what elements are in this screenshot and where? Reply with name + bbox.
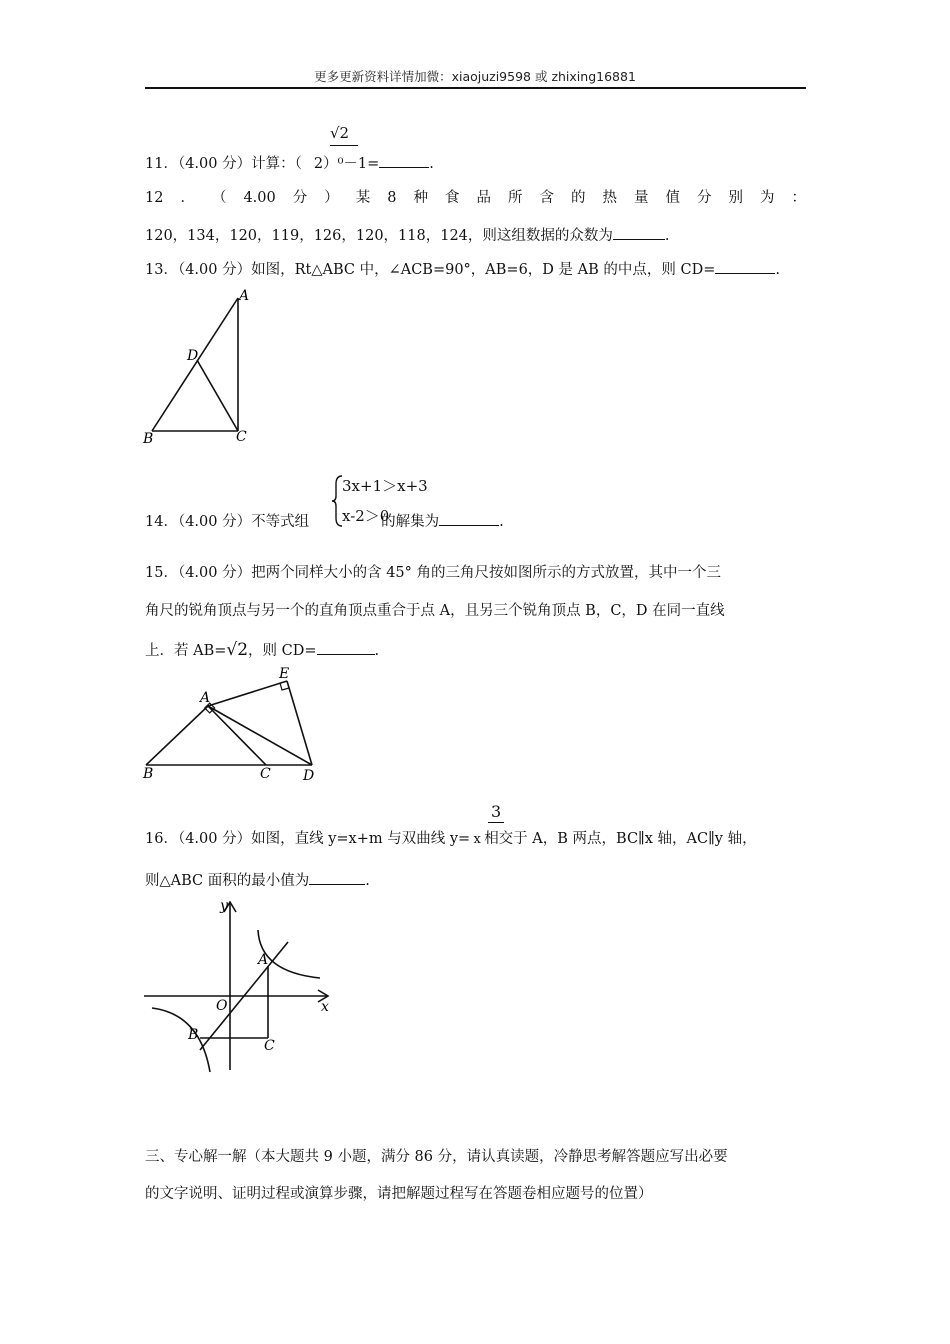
q15-label-a: A [200, 690, 211, 706]
q16-frac-denominator: x [473, 832, 481, 847]
q12-token: ） [324, 190, 339, 206]
q12-token: 种 [413, 190, 428, 206]
q15-line3-prefix: 上．若 AB= [145, 643, 227, 659]
q14-suffix: 的解集为 [381, 514, 440, 530]
q12-token: ： [791, 190, 806, 206]
q16-label-c: C [264, 1038, 275, 1054]
q13-text: 13．（4.00 分）如图，Rt△ABC 中，∠ACB=90°，AB=6，D 是 AB 的中点，则 CD= [145, 262, 716, 278]
q16-hyperbola-branch-2 [152, 1008, 210, 1072]
q16-label-o: O [216, 998, 228, 1014]
q15-figure [140, 662, 325, 784]
question-12-line1 [145, 188, 806, 208]
q11-period: . [429, 156, 434, 172]
q14-answer-blank[interactable] [439, 511, 499, 526]
q12-token: 热 [602, 190, 617, 206]
q15-side-ab [146, 706, 208, 765]
q16-frac-numerator: 3 [491, 802, 502, 821]
q15-label-b: B [143, 766, 154, 782]
q13-answer-blank[interactable] [715, 259, 775, 274]
q12-token: 量 [633, 190, 649, 206]
q11-prefix: 11．（4.00 分）计算：（ [145, 156, 302, 172]
q15-sqrt: √2 [226, 640, 249, 660]
q12-token: 含 [539, 190, 554, 206]
q12-token: 值 [665, 190, 680, 206]
question-12-line2 [145, 225, 670, 246]
q12-period: . [664, 228, 670, 244]
q13-figure [140, 284, 260, 449]
section-3-line2: 的文字说明、证明过程或演算步骤，请把解题过程写在答题卷相应题号的位置） [145, 1186, 653, 1202]
q12-token: （ [211, 190, 227, 206]
question-11 [145, 153, 434, 174]
q15-side-ac [208, 706, 266, 765]
question-16-line1 [145, 829, 757, 850]
q13-side-ab [152, 298, 238, 431]
question-15-line3 [145, 640, 379, 661]
q16-figure [140, 894, 340, 1074]
q14-inequality-1: 3x+1＞x+3 [342, 477, 428, 495]
q15-line3-mid: ，则 CD= [248, 643, 317, 659]
q16-period: . [365, 873, 370, 889]
q16-label-b: B [188, 1027, 199, 1043]
q13-label-a: A [239, 288, 250, 304]
q12-token: 某 [355, 190, 371, 206]
question-15-line2: 角尺的锐角顶点与另一个的直角顶点重合于点 A，且另三个锐角顶点 B，C，D 在同一直线 [145, 603, 725, 619]
question-13 [145, 259, 780, 280]
q16-line1-prefix: 16．（4.00 分）如图，直线 y=x+m 与双曲线 y= [145, 831, 471, 847]
q15-side-ae [208, 681, 287, 706]
q12-token: 分 [696, 190, 712, 206]
q12-token: 别 [728, 190, 743, 206]
q13-label-d: D [187, 348, 199, 364]
q15-period: . [374, 643, 380, 659]
q12-line2-text: 120，134，120，119，126，120，118，124，则这组数据的众数为 [145, 228, 613, 244]
q12-token: 的 [570, 190, 586, 206]
q16-line2-text: 则△ABC 面积的最小值为 [145, 873, 310, 889]
q12-token: 所 [507, 190, 523, 206]
q13-label-c: C [236, 429, 247, 445]
q15-label-c: C [260, 766, 271, 782]
q13-label-b: B [143, 431, 154, 447]
question-15-line1: 15．（4.00 分）把两个同样大小的含 45° 角的三角尺按如图所示的方式放置，其中一个三 [145, 565, 722, 581]
q11-suffix: ）⁰－1= [323, 156, 380, 172]
q14-period: . [499, 514, 504, 530]
q15-label-e: E [279, 666, 290, 682]
q15-answer-blank[interactable] [317, 640, 375, 655]
q12-token: 12 [145, 190, 164, 206]
q12-token: 食 [444, 190, 460, 206]
q16-label-y: y [220, 898, 228, 914]
q15-label-d: D [303, 768, 315, 784]
page-header: 更多更新资料详情加微：xiaojuzi9598 或 zhixing16881 [314, 69, 636, 84]
q16-answer-blank[interactable] [309, 870, 365, 885]
q12-token: 分 [292, 190, 308, 206]
q13-period: . [775, 262, 780, 278]
question-16-line2 [145, 870, 370, 891]
q14-prefix: 14．（4.00 分）不等式组 [145, 514, 310, 530]
q12-token: 品 [476, 190, 491, 206]
q12-token: 8 [387, 190, 397, 206]
q11-fraction-bar [330, 145, 358, 146]
q16-label-x: x [321, 999, 329, 1015]
header-rule [145, 87, 806, 89]
q12-answer-blank[interactable] [613, 225, 665, 240]
q11-numerator: √2 [330, 124, 350, 142]
q11-denominator: 2 [313, 156, 324, 172]
q16-label-a: A [258, 952, 269, 968]
section-3-line1: 三、专心解一解（本大题共 9 小题，满分 86 分，请认真读题，冷静思考解答题应写出必要 [145, 1149, 728, 1165]
q12-token: ． [180, 190, 195, 206]
question-14 [145, 511, 504, 532]
q12-token: 4.00 [243, 190, 276, 206]
q16-line1-suffix: 相交于 A，B 两点，BC∥x 轴，AC∥y 轴， [484, 831, 757, 847]
q16-fraction-bar [488, 822, 504, 823]
q12-token: 为 [759, 190, 775, 206]
q11-answer-blank[interactable] [379, 153, 429, 168]
q14-inequality-2: x-2＞0 [342, 507, 390, 525]
q13-median-cd [197, 360, 238, 431]
